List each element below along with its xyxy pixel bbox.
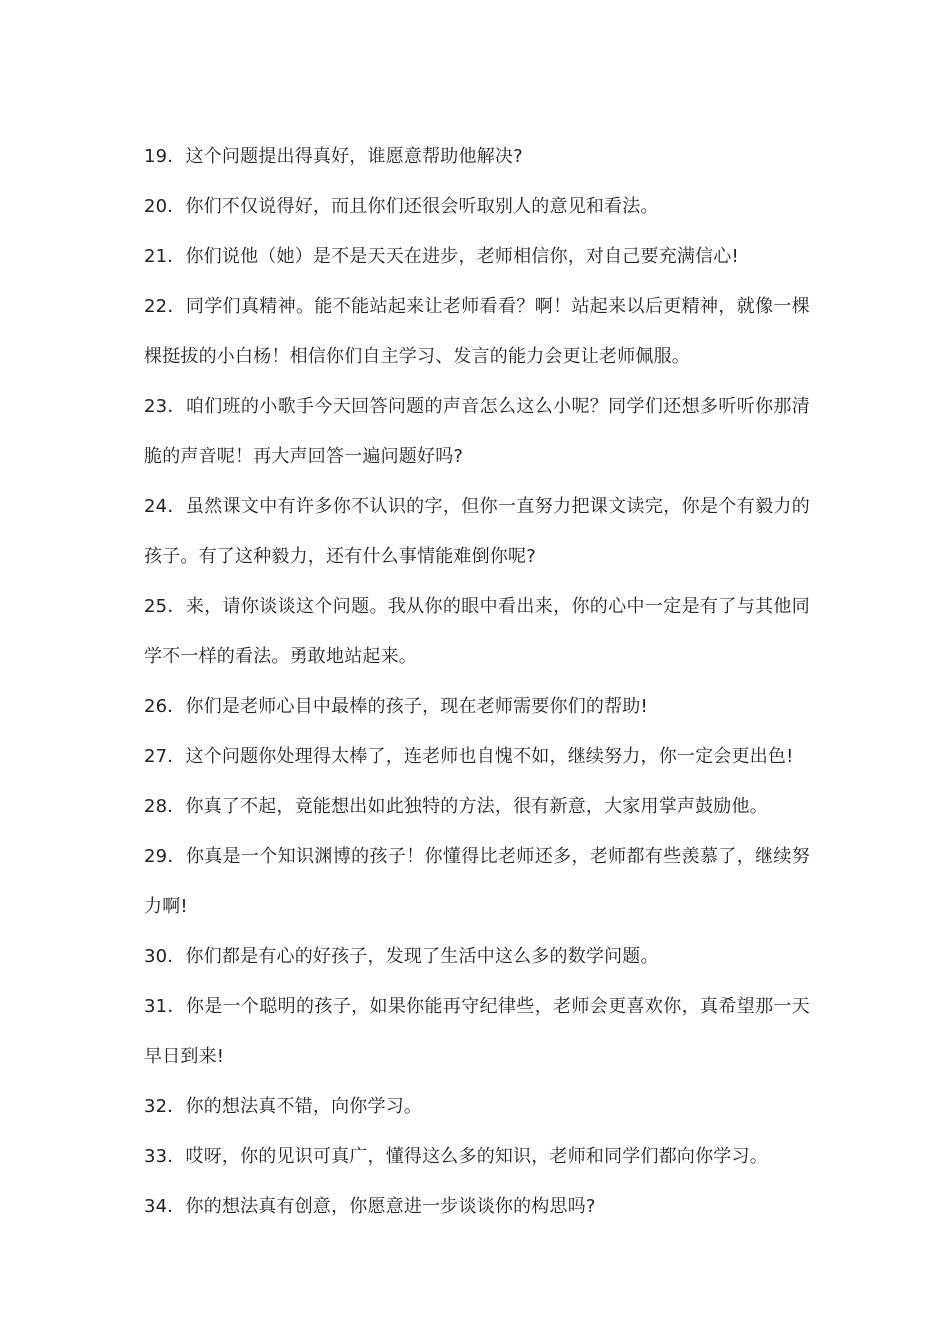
paragraph-21: 21．你们说他（她）是不是天天在进步，老师相信你，对自己要充满信心! (144, 246, 739, 267)
paragraph-28: 28．你真了不起，竟能想出如此独特的方法，很有新意，大家用掌声鼓励他。 (144, 796, 768, 817)
paragraph-26: 26．你们是老师心目中最棒的孩子，现在老师需要你们的帮助! (144, 696, 648, 717)
paragraph-24: 24．虽然课文中有许多你不认识的字，但你一直努力把课文读完，你是个有毅力的孩子。有了这种毅力，还有什么事情能难倒你呢? (144, 496, 810, 567)
document-body (144, 132, 810, 1232)
paragraph-32: 32．你的想法真不错，向你学习。 (144, 1096, 423, 1117)
paragraph-20: 20．你们不仅说得好，而且你们还很会听取别人的意见和看法。 (144, 196, 659, 217)
paragraph-25: 25．来，请你谈谈这个问题。我从你的眼中看出来，你的心中一定是有了与其他同学不一样的看法。勇敢地站起来。 (144, 596, 810, 667)
paragraph-29: 29．你真是一个知识渊博的孩子！你懂得比老师还多，老师都有些羡慕了，继续努力啊! (144, 846, 810, 917)
paragraph-30: 30．你们都是有心的好孩子，发现了生活中这么多的数学问题。 (144, 946, 659, 967)
paragraph-23: 23．咱们班的小歌手今天回答问题的声音怎么这么小呢？同学们还想多听听你那清脆的声音呢！再大声回答一遍问题好吗? (144, 396, 810, 467)
paragraph-27: 27．这个问题你处理得太棒了，连老师也自愧不如，继续努力，你一定会更出色! (144, 746, 794, 767)
paragraph-31: 31．你是一个聪明的孩子，如果你能再守纪律些，老师会更喜欢你，真希望那一天早日到来! (144, 996, 810, 1067)
paragraph-22: 22．同学们真精神。能不能站起来让老师看看？啊！站起来以后更精神，就像一棵棵挺拔的小白杨！相信你们自主学习、发言的能力会更让老师佩服。 (144, 296, 810, 367)
paragraph-19: 19．这个问题提出得真好，谁愿意帮助他解决? (144, 146, 523, 167)
paragraph-34: 34．你的想法真有创意，你愿意进一步谈谈你的构思吗? (144, 1196, 596, 1217)
paragraph-33: 33．哎呀，你的见识可真广，懂得这么多的知识，老师和同学们都向你学习。 (144, 1146, 768, 1167)
